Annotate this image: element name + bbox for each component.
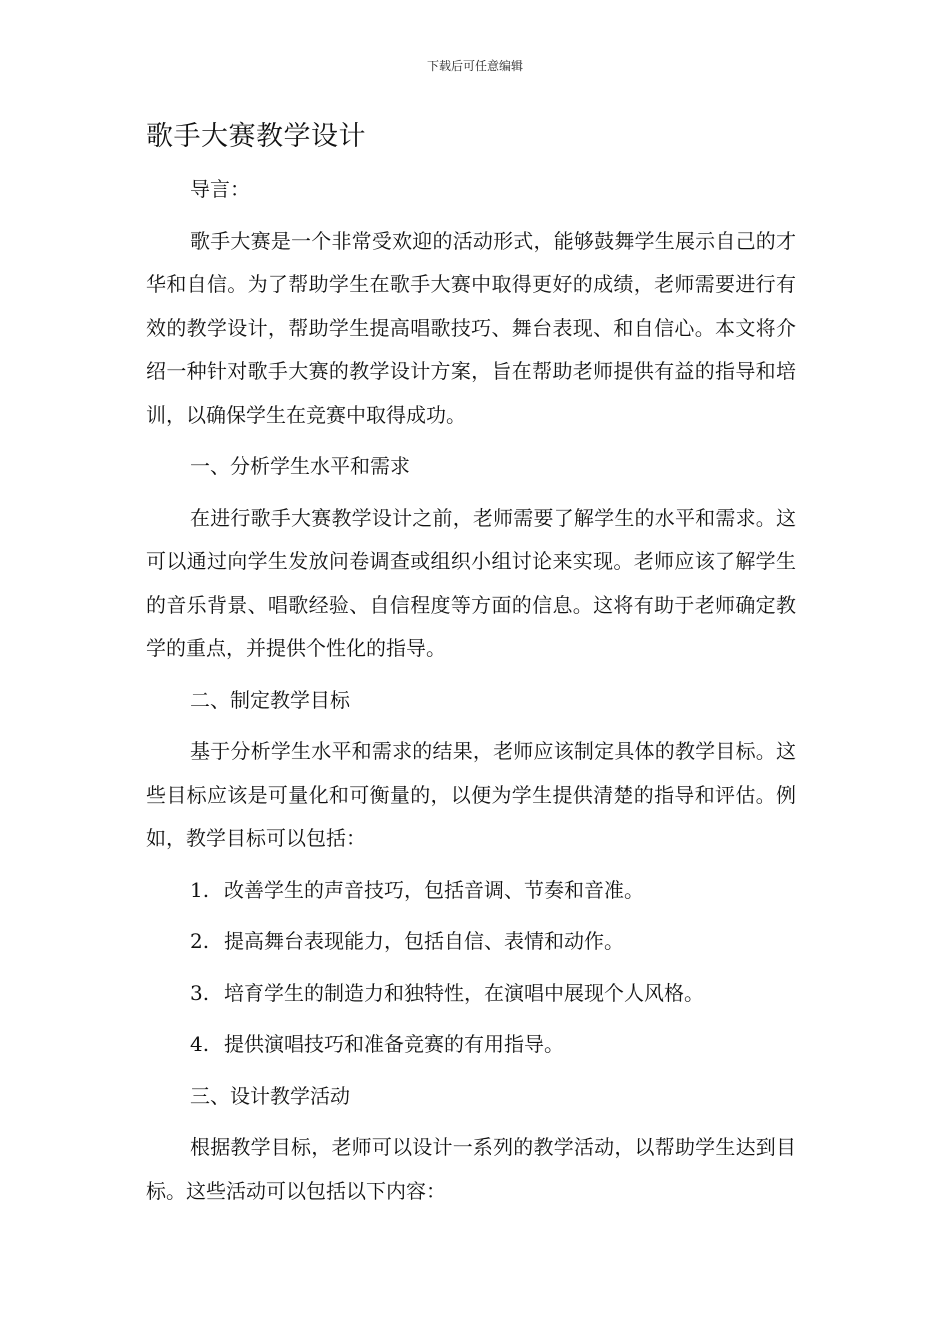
document-title: 歌手大赛教学设计 [146,121,366,152]
goal-list-text: 提供演唱技巧和准备竞赛的有用指导。 [224,1032,564,1056]
section-heading-goals: 二、制定教学目标 [190,687,350,712]
intro-label: 导言： [190,177,250,201]
section-paragraph-analysis: 在进行歌手大赛教学设计之前，老师需要了解学生的水平和需求。这可以通过向学生发放问卷调查或组织小组讨论来实现。老师应该了解学生的音乐背景、唱歌经验、自信程度等方面的信息。这将有助于老师确定教学的重点，并提供个性化的指导。 [146,505,796,660]
goal-list-number: 1. [190,877,210,902]
page-header-note: 下载后可任意编辑 [426,59,523,73]
goal-list-number: 4. [190,1032,210,1056]
document-body [146,166,796,1221]
goal-list-item [146,869,796,913]
section-heading-analysis: 一、分析学生水平和需求 [190,454,410,478]
goal-list-text: 提高舞台表现能力，包括自信、表情和动作。 [224,929,624,953]
goal-list-item [146,1023,796,1067]
section-paragraph-activities: 根据教学目标，老师可以设计一系列的教学活动，以帮助学生达到目标。这些活动可以包括以下内容： [146,1135,796,1203]
section-heading-activities: 三、设计教学活动 [190,1083,350,1108]
goal-list-number: 3. [190,980,210,1005]
section-paragraph-goals: 基于分析学生水平和需求的结果，老师应该制定具体的教学目标。这些目标应该是可量化和可衡量的，以便为学生提供清楚的指导和评估。例如，教学目标可以包括： [146,739,796,850]
goal-list-number: 2. [190,929,210,953]
goal-list-text: 培育学生的制造力和独特性，在演唱中展现个人风格。 [224,980,704,1005]
goal-list-item [146,972,796,1016]
intro-paragraph: 歌手大赛是一个非常受欢迎的活动形式，能够鼓舞学生展示自己的才华和自信。为了帮助学生在歌手大赛中取得更好的成绩，老师需要进行有效的教学设计，帮助学生提高唱歌技巧、舞台表现、和自信心。本文将介绍一种针对歌手大赛的教学设计方案，旨在帮助老师提供有益的指导和培训，以确保学生在竞赛中取得成功。 [146,228,796,427]
goal-list-text: 改善学生的声音技巧，包括音调、节奏和音准。 [224,877,644,902]
goal-list-item [146,920,796,964]
